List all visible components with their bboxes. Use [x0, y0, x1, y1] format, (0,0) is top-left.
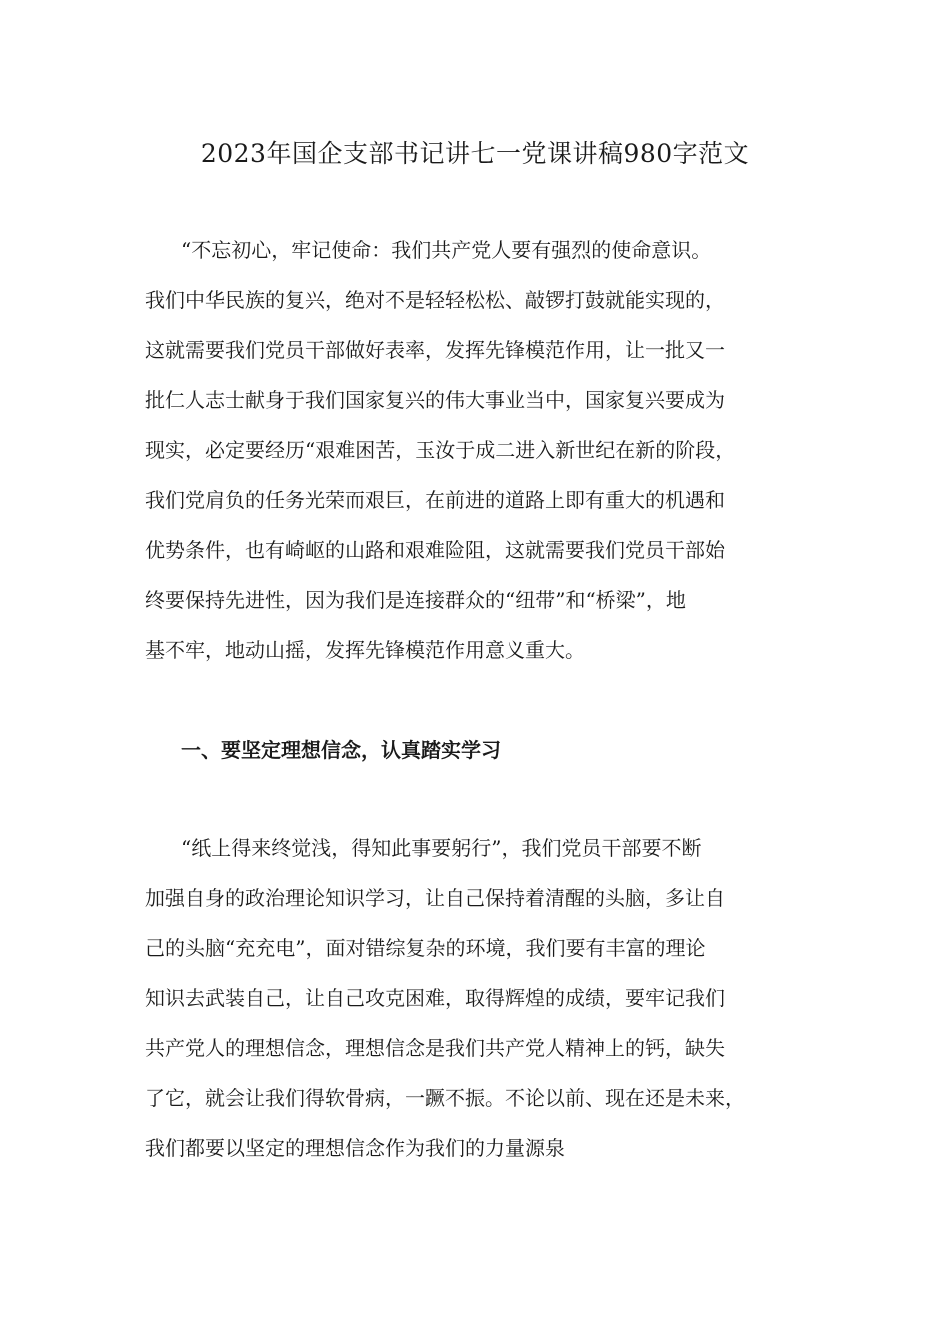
paragraph-line: 了它，就会让我们得软骨病，一蹶不振。不论以前、现在还是未来， — [145, 1086, 745, 1110]
paragraph-line: 知识去武装自己，让自己攻克困难，取得辉煌的成绩，要牢记我们 — [145, 986, 725, 1010]
body-paragraph-2 — [145, 823, 835, 1173]
paragraph-line: 批仁人志士献身于我们国家复兴的伟大事业当中，国家复兴要成为 — [145, 388, 725, 412]
paragraph-line: 我们都要以坚定的理想信念作为我们的力量源泉 — [145, 1136, 565, 1160]
paragraph-line: 终要保持先进性，因为我们是连接群众的“纽带”和“桥梁”，地 — [145, 588, 686, 612]
paragraph-line: 己的头脑“充充电”，面对错综复杂的环境，我们要有丰富的理论 — [145, 936, 706, 960]
body-paragraph-1 — [145, 225, 835, 675]
paragraph-line: “不忘初心，牢记使命：我们共产党人要有强烈的使命意识。 — [181, 238, 712, 262]
paragraph-line: 现实，必定要经历“艰难困苦，玉汝于成二进入新世纪在新的阶段， — [145, 438, 736, 462]
paragraph-line: 我们中华民族的复兴，绝对不是轻轻松松、敲锣打鼓就能实现的， — [145, 288, 725, 312]
section-heading: 一、要坚定理想信念，认真踏实学习 — [181, 738, 501, 762]
paragraph-line: 共产党人的理想信念，理想信念是我们共产党人精神上的钙，缺失 — [145, 1036, 725, 1060]
paragraph-line: 优势条件，也有崎岖的山路和艰难险阻，这就需要我们党员干部始 — [145, 538, 725, 562]
paragraph-line: 加强自身的政治理论知识学习，让自己保持着清醒的头脑，多让自 — [145, 886, 725, 910]
paragraph-line: “纸上得来终觉浅，得知此事要躬行”，我们党员干部要不断 — [181, 836, 702, 860]
paragraph-line: 我们党肩负的任务光荣而艰巨，在前进的道路上即有重大的机遇和 — [145, 488, 725, 512]
paragraph-line: 基不牢，地动山摇，发挥先锋模范作用意义重大。 — [145, 638, 585, 662]
paragraph-line: 这就需要我们党员干部做好表率，发挥先锋模范作用，让一批又一 — [145, 338, 725, 362]
document-title: 2023年国企支部书记讲七一党课讲稿980字范文 — [200, 139, 750, 168]
